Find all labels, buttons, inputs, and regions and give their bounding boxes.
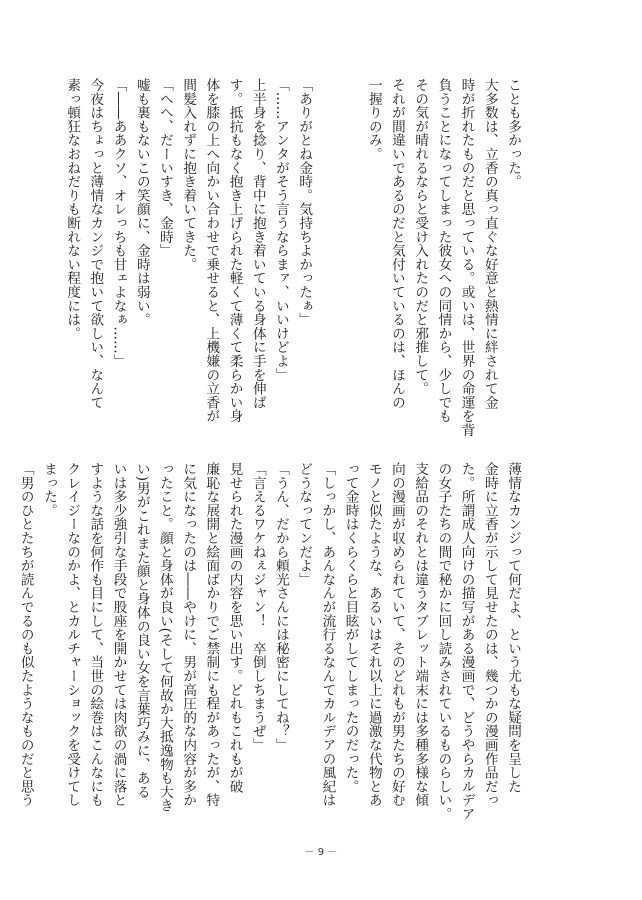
upper-line: す。抵抗もなく抱き上げられた軽くて薄くて柔らかい身: [226, 78, 243, 423]
lower-line: 向の漫画が収められていて、そのどれもが男たちの好む: [388, 462, 405, 807]
upper-line: ことも多かった。: [505, 78, 521, 189]
upper-line: その気が晴れるならと受け入れたのだと邪推して。: [412, 78, 429, 396]
lower-line: 「男のひとたちが読んでるのも似たようなものだと思う: [17, 462, 34, 807]
lower-line: すような話を何作も目にして、当世の絵巻はこんなにも: [87, 462, 104, 807]
upper-line: 上半身を捻り、背中に抱き着いている身体に手を伸ば: [249, 78, 266, 410]
upper-line: 間髪入れずに抱き着いてきた。: [180, 78, 197, 272]
page-number: － 9 －: [304, 847, 338, 858]
upper-line: 「――ああクソ、オレっちも甘ェよなぁ……」: [110, 78, 127, 368]
lower-line: 「しっかし、あんなんが流行るなんてカルデアの風紀は: [319, 462, 336, 807]
lower-line: 支給品のそれとは違うタブレット端末には多種多様な傾: [412, 462, 429, 807]
lower-line: 廉恥な展開と絵面ばかりでご禁制にも程があったが、特: [203, 462, 220, 807]
lower-line: 見せられた漫画の内容を思い出す。どれもこれもが破: [226, 462, 243, 794]
upper-line: 「ありがとね金時。気持ちよかったぁ」: [296, 78, 313, 327]
upper-line: [338, 78, 361, 448]
lower-line: に気になったのは――やけに、男が高圧的な内容が多か: [180, 462, 197, 807]
lower-line: の女子たちの間で秘かに回し読みされているものらしい。: [435, 462, 452, 821]
upper-line: 「へへ、だーいすき、金時」: [156, 78, 173, 258]
upper-line: それが間違いであるのだと気付いているのは、ほんの: [388, 78, 405, 410]
upper-line: 今夜はちょっと薄情なカンジで抱いて欲しい、なんて: [87, 78, 104, 410]
upper-line: 大多数は、立香の真っ直ぐな好意と熱情に絆されて金: [481, 78, 498, 410]
lower-line: クレイジーなのかよ、とカルチャーショックを受けてし: [64, 462, 81, 807]
text-block-upper: [60, 78, 524, 448]
upper-line: 体を膝の上へ向かい合わせで乗せると、上機嫌の立香が: [203, 78, 220, 423]
lower-line: まった。: [40, 462, 57, 518]
lower-line: 「うん、だから頼光さんには秘密にしてね？」: [272, 462, 289, 752]
upper-line: 負うことになってしまった彼女への同情から、少しでも: [435, 78, 452, 423]
lower-line: いは多少強引な手段で股座を開かせては肉欲の渦に落と: [110, 462, 127, 807]
lower-line: 「言えるワケねぇジャン！ 卒倒しちまうぜ」: [249, 462, 266, 752]
upper-line: 「……アンタがそう言うならまァ、いいけどよ」: [272, 78, 289, 382]
lower-line: モノと似たような、あるいはそれ以上に過激な代物とあ: [365, 462, 382, 807]
lower-line: た。所謂成人向けの描写がある漫画で、どうやらカルデア: [458, 462, 475, 821]
upper-line: 嘘も裏もないこの笑顔に、金時は弱い。: [133, 78, 150, 327]
lower-line: 金時に立香が示して見せたのは、幾つかの漫画作品だっ: [481, 462, 498, 807]
lower-line: い)男がこれまた顔と身体の良い女を言葉巧みに、ある: [133, 462, 150, 799]
lower-line: 薄情なカンジって何だよ、という尤もな疑問を呈した: [505, 462, 521, 794]
upper-line: 一握りのみ。: [365, 78, 382, 161]
upper-line: [315, 78, 338, 448]
lower-line: って金時はくらくらと目眩がしてしまったのだった。: [342, 462, 359, 794]
upper-line: 時が折れたものだと思っている。或いは、世界の命運を背: [458, 78, 475, 437]
upper-line: 素っ頓狂なおねだりも断れない程度には。: [64, 78, 81, 341]
lower-line: どうなってンだよ」: [296, 462, 313, 587]
text-block-lower: [14, 462, 524, 852]
lower-line: ったこと。顔と身体が良い(そして何故か大抵逸物も大き: [156, 462, 173, 813]
